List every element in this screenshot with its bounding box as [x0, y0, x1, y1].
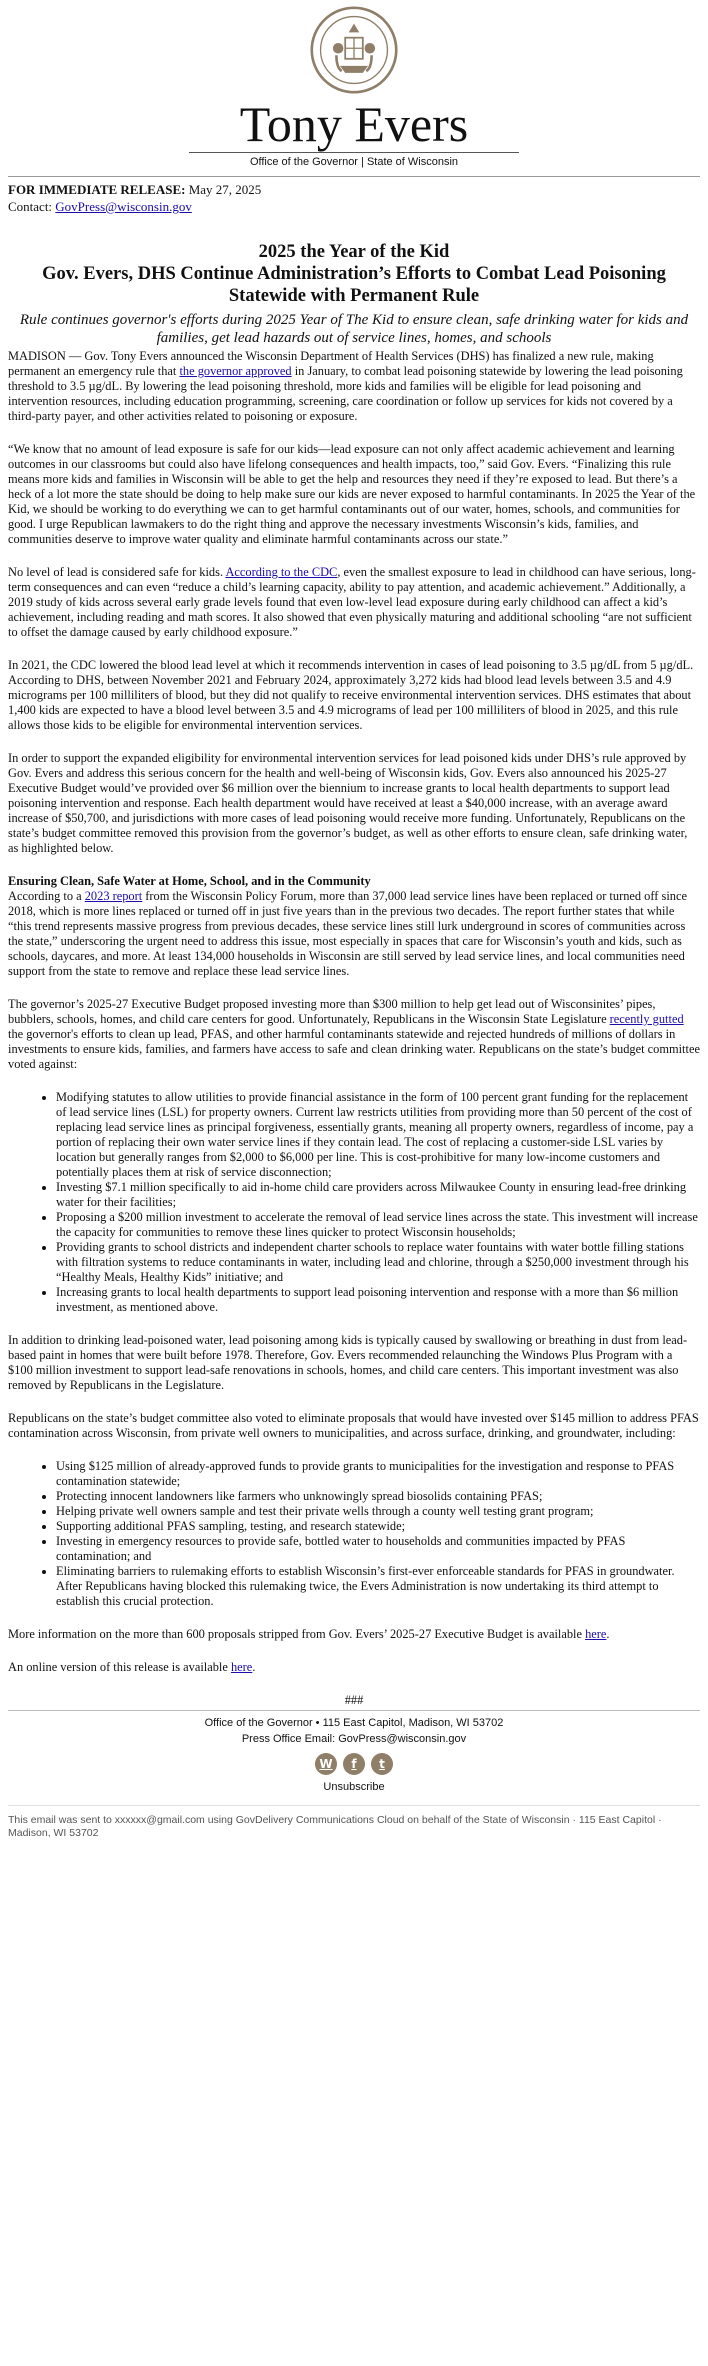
- text-run: .: [606, 1627, 610, 1641]
- text-run: the governor's efforts to clean up lead, PFAS, and other harmful contaminants statewide and rejected hundreds of millions of dollars in investments to ensure kids, families, and farmers have access to safe and clean drinking water. Republicans on the state’s budget committee voted against:: [8, 1027, 700, 1071]
- masthead-divider: [8, 176, 700, 177]
- release-label: FOR IMMEDIATE RELEASE:: [8, 182, 186, 197]
- paragraph-report: [8, 889, 700, 979]
- paragraph-gutted: [8, 997, 700, 1072]
- subheadline: Rule continues governor's efforts during 2025 Year of The Kid to ensure clean, safe drinking water for kids and families, get lead hazards out of service lines, homes, and schools: [19, 312, 689, 346]
- headline: [8, 241, 700, 307]
- list-item: • Eliminating barriers to rulemaking efforts to establish Wisconsin’s first-ever enforceable standards for PFAS in groundwater. After Republicans having blocked this rulemaking twice, the Evers Administration is now undertaking its third attempt to establish this crucial protection.: [56, 1564, 700, 1609]
- text-run: The governor’s 2025-27 Executive Budget proposed investing more than $300 million to help get lead out of Wisconsinites’ pipes, bubblers, schools, homes, and child care centers for good. Unfortunately, Republicans in the Wisconsin State Legislature: [8, 997, 656, 1026]
- headline-line-2: Gov. Evers, DHS Continue Administration’s Efforts to Combat Lead Poisoning Statewide with Permanent Rule: [42, 264, 666, 306]
- footer: [8, 1710, 700, 1795]
- list-item: • Increasing grants to local health departments to support lead poisoning intervention and response with a more than $6 million investment, as mentioned above.: [56, 1285, 700, 1315]
- more-info-link[interactable]: here: [585, 1627, 607, 1641]
- paragraph-intro: [8, 349, 700, 424]
- office-subtitle: Office of the Governor | State of Wisconsin: [189, 152, 519, 170]
- paragraph-budget: In order to support the expanded eligibility for environmental intervention services for lead poisoned kids under DHS’s rule approved by Gov. Evers and address this serious concern for the health and well-being of Wisconsin kids, Gov. Evers also announced his 2025-27 Executive Budget would’ve provided over $6 million over the biennium to increase grants to local health departments to support lead poisoning intervention and response. Each health department would have received at least a $40,000 increase, with an average award increase of $50,700, and jurisdictions with more cases of lead poisoning would receive more funding. Unfortunately, Republicans on the state’s budget committee removed this provision from the governor’s budget, as well as other efforts to ensure clean, safe drinking water, as highlighted below.: [8, 751, 688, 855]
- text-run: More information on the more than 600 proposals stripped from Gov. Evers’ 2025-27 Executive Budget is available: [8, 1627, 586, 1641]
- footer-address: Office of the Governor • 115 East Capitol, Madison, WI 53702: [204, 1717, 504, 1729]
- list-item: • Using $125 million of already-approved funds to provide grants to municipalities for the investigation and response to PFAS contamination statewide;: [56, 1459, 700, 1489]
- paragraph-more-info: [8, 1627, 700, 1642]
- text-run: According to a: [8, 889, 85, 903]
- section-heading: Ensuring Clean, Safe Water at Home, School, and in the Community: [8, 874, 371, 888]
- online-version-link[interactable]: here: [230, 1660, 253, 1674]
- list-item: • Helping private well owners sample and test their private wells through a county well testing grant program;: [56, 1504, 700, 1519]
- list-item: • Proposing a $200 million investment to accelerate the removal of lead service lines across the state. This investment will increase the capacity for communities to remove these lines quicker to protect Wisconsin households;: [56, 1210, 700, 1240]
- press-release: [8, 0, 700, 1840]
- pfas-proposals-list: [8, 1459, 700, 1609]
- governor-approved-link[interactable]: the governor approved: [179, 364, 292, 378]
- list-item: • Modifying statutes to allow utilities to provide financial assistance in the form of 100 percent grant funding for the replacement of lead service lines (LSL) for property owners. Current law restricts utilities from providing more than 50 percent of the cost of replacing lead service lines as principal forgiveness, essentially grants, meaning all property owners, regardless of income, pay a portion of replacing their own water service lines if they contain lead. The cost of replacing a customer-side LSL varies by location but generally ranges from $2,000 to $6,000 per line. This is cost-prohibitive for many low-income customers and potentially places them at risk of service disconnection;: [56, 1090, 700, 1180]
- release-date-line: [8, 181, 700, 198]
- masthead: [8, 6, 700, 170]
- release-date: May 27, 2025: [188, 182, 262, 197]
- text-run: MADISON — Gov. Tony Evers announced the Wisconsin Department of Health Services (DHS) has finalized a new rule, making permanent an emergency rule that: [8, 349, 654, 378]
- facebook-icon[interactable]: f: [343, 1753, 365, 1775]
- paragraph-cdc: [8, 565, 700, 640]
- paragraph-pfas: Republicans on the state’s budget committee also voted to eliminate proposals that would have invested over $145 million to address PFAS contamination across Wisconsin, from private well owners to municipalities, and across surface, drinking, and groundwater, including:: [8, 1411, 699, 1440]
- cdc-link[interactable]: According to the CDC: [225, 565, 338, 579]
- list-item: • Supporting additional PFAS sampling, testing, and research statewide;: [56, 1519, 700, 1534]
- social-links: [8, 1753, 700, 1775]
- text-run: An online version of this release is available: [8, 1660, 231, 1674]
- lead-proposals-list: [8, 1090, 700, 1315]
- footer-email: Press Office Email: GovPress@wisconsin.gov: [241, 1733, 467, 1745]
- text-run: from the Wisconsin Policy Forum, more than 37,000 lead service lines have been replaced or turned off since 2018, which is more lines replaced or turned off in just five years than in the previous two decades. The report further states that while “this trend represents massive progress from previous decades, these service lines still lurk underground in scores of communities across the state,” underscoring the urgent need to address this issue, most especially in spaces that care for Wisconsin’s youth and kids, such as schools, daycares, and more. At least 134,000 households in Wisconsin are still served by lead service lines, and local communities need support from the state to remove and replace these lead service lines.: [8, 889, 687, 978]
- twitter-icon[interactable]: t: [371, 1753, 393, 1775]
- paragraph-paint: In addition to drinking lead-poisoned water, lead poisoning among kids is typically caused by swallowing or breathing in dust from lead-based paint in homes that were built before 1978. Therefore, Gov. Evers recommended relaunching the Windows Plus Program with a $100 million investment to support lead-safe renovations in schools, homes, and child care centers. This important investment was also removed by Republicans in the Legislature.: [8, 1333, 688, 1392]
- wisconsin-map-icon[interactable]: W: [315, 1753, 337, 1775]
- paragraph-online-version: [8, 1660, 700, 1675]
- paragraph-threshold: In 2021, the CDC lowered the blood lead level at which it recommends intervention in cases of lead poisoning to 3.5 µg/dL from 5 µg/dL. According to DHS, between November 2021 and February 2024, approximately 3,272 kids had blood lead levels between 3.5 and 4.9 micrograms per 100 milliliters of blood, but they did not qualify to receive environmental intervention services. DHS estimates that about 1,400 kids are expected to have a blood level between 3.5 and 4.9 micrograms of lead per 100 milliliters of blood in 2025, and this rule allows those kids to be eligible for environmental intervention services.: [8, 658, 694, 732]
- contact-label: Contact:: [8, 199, 53, 214]
- end-marks: ###: [344, 1693, 364, 1707]
- list-item: • Protecting innocent landowners like farmers who unknowingly spread biosolids containing PFAS;: [56, 1489, 700, 1504]
- unsubscribe-link[interactable]: Unsubscribe: [323, 1781, 385, 1793]
- text-run: , even the smallest exposure to lead in childhood can have serious, long-term consequences and can even “reduce a child’s learning capacity, ability to pay attention, and academic achievement.” Additionally, a 2019 study of kids across several early grade levels found that even low-level lead exposure during early childhood can affect a kid’s achievement, including reading and math scores. It also showed that even physically maturing and additional schooling “are not sufficient to offset the damage caused by early childhood exposure.”: [8, 565, 696, 639]
- contact-email-link[interactable]: GovPress@wisconsin.gov: [55, 199, 192, 214]
- contact-line: [8, 198, 700, 215]
- list-item: • Investing in emergency resources to provide safe, bottled water to households and communities impacted by PFAS contamination; and: [56, 1534, 700, 1564]
- governor-name: Tony Evers: [239, 96, 469, 152]
- text-run: No level of lead is considered safe for kids.: [8, 565, 226, 579]
- paragraph-quote: “We know that no amount of lead exposure is safe for our kids—lead exposure can not only affect academic achievement and learning outcomes in our classrooms but could also have lifelong consequences and health impacts, too,” said Gov. Evers. “Finalizing this rule means more kids and families in Wisconsin will be able to get the help and resources they need if they’re exposed to lead. But there’s a heck of a lot more the state should be doing to help make sure our kids are never exposed to harmful contaminants. In 2025 the Year of the Kid, we should be working to do everything we can to get harmful contaminants out of our water, homes, schools, and communities for good. I urge Republican lawmakers to do the right thing and approve the necessary investments Wisconsin’s kids, families, and communities deserve to improve water quality and eliminate harmful contaminants across our state.”: [8, 442, 696, 546]
- text-run: .: [252, 1660, 256, 1674]
- delivery-note: This email was sent to xxxxxx@gmail.com using GovDelivery Communications Cloud on behalf of the State of Wisconsin · 115 East Capitol · Madison, WI 53702: [8, 1805, 700, 1840]
- recently-gutted-link[interactable]: recently gutted: [609, 1012, 684, 1026]
- state-seal-icon: [310, 6, 398, 94]
- report-link[interactable]: 2023 report: [84, 889, 143, 903]
- headline-line-1: 2025 the Year of the Kid: [258, 242, 450, 262]
- list-item: • Providing grants to school districts and independent charter schools to replace water fountains with water bottle filling stations with filtration systems to reduce contaminants in water, including lead and chlorine, through a $250,000 investment through his “Healthy Meals, Healthy Kids” initiative; and: [56, 1240, 700, 1285]
- text-run: in January, to combat lead poisoning statewide by lowering the lead poisoning threshold to 3.5 µg/dL. By lowering the lead poisoning threshold, more kids and families will be eligible for lead poisoning and intervention resources, including education programming, screening, care coordination or follow up services for kids not covered by a third-party payer, and other activities related to poisoning or exposure.: [8, 364, 683, 423]
- list-item: • Investing $7.1 million specifically to aid in-home child care providers across Milwaukee County in ensuring lead-free drinking water for their facilities;: [56, 1180, 700, 1210]
